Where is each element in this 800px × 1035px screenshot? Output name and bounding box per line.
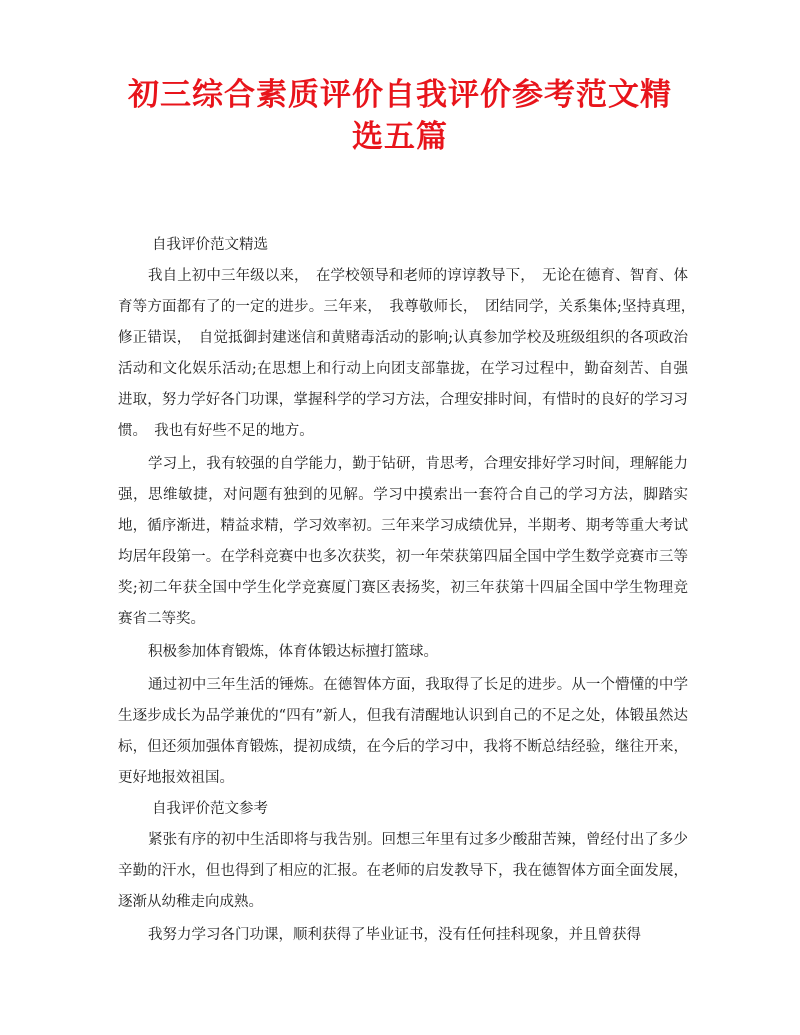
paragraph: 我自上初中三年级以来， 在学校领导和老师的谆谆教导下， 无论在德育、智育、体育等方面都有了的一定的进步。三年来， 我尊敬师长， 团结同学，关系集体;坚持真理， 修正错误， 自觉抵御封建迷信和黄赌毒活动的影响;认真参加学校及班级组织的各项政治活动和文化娱乐活动;在思想上和行动上向团支部靠拢，在学习过程中，勤奋刻苦、自强进取，努力学好各门功课，掌握科学的学习方法，合理安排时间，有惜时的良好的学习习惯。 我也有好些不足的地方。	[118, 268, 703, 439]
section-heading: 自我评价范文精选	[152, 237, 268, 253]
paragraph: 紧张有序的初中生活即将与我告别。回想三年里有过多少酸甜苦辣，曾经付出了多少辛勤的汗水，但也得到了相应的汇报。在老师的启发教导下，我在德智体方面全面发展，逐渐从幼稚走向成熟。	[118, 832, 688, 910]
document-body	[118, 230, 703, 951]
paragraph: 我努力学习各门功课，顺利获得了毕业证书，没有任何挂科现象，并且曾获得	[148, 927, 641, 943]
paragraph: 通过初中三年生活的锤炼。在德智体方面，我取得了长足的进步。从一个懵懂的中学生逐步成长为品学兼优的“四有”新人，但我有清醒地认识到自己的不足之处，体锻虽然达标，但还须加强体育锻炼，提初成绩，在今后的学习中，我将不断总结经验，继往开来，更好地报效祖国。	[118, 677, 688, 786]
paragraph: 积极参加体育锻炼，体育体锻达标擅打篮球。	[148, 644, 438, 660]
section-heading: 自我评价范文参考	[152, 801, 268, 817]
title-line-2: 选五篇	[352, 119, 448, 155]
document-title	[60, 74, 740, 158]
paragraph: 学习上，我有较强的自学能力，勤于钻研，肯思考，合理安排好学习时间，理解能力强，思维敏捷，对问题有独到的见解。学习中摸索出一套符合自己的学习方法，脚踏实地，循序渐进，精益求精，学习效率初。三年来学习成绩优异，半期考、期考等重大考试均居年段第一。在学科竞赛中也多次获奖，初一年荣获第四届全国中学生数学竞赛市三等奖;初二年获全国中学生化学竞赛厦门赛区表扬奖，初三年获第十四届全国中学生物理竞赛省二等奖。	[118, 456, 688, 627]
title-line-1: 初三综合素质评价自我评价参考范文精	[128, 77, 672, 113]
